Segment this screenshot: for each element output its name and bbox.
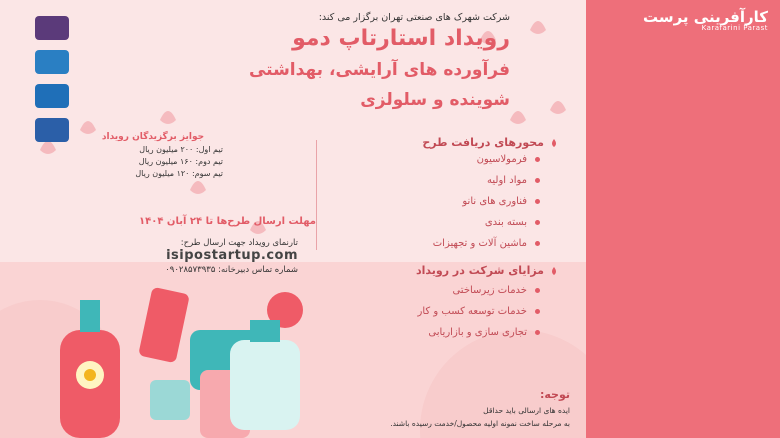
list-item-label: خدمات زیرساختی — [452, 285, 527, 296]
website-link[interactable]: isipostartup.com — [166, 248, 298, 263]
list-item-label: خدمات توسعه کسب و کار — [417, 306, 527, 317]
list-item-label: فناوری های نانو — [462, 196, 527, 207]
list-item-label: فرمولاسیون — [476, 154, 527, 165]
lotus-icon — [548, 138, 560, 148]
phone-number: شماره تماس دبیرخانه: ۰۹۰۲۸۵۷۳۹۳۵ — [165, 265, 298, 275]
prize-row: تیم دوم: ۱۶۰ میلیون ریال — [138, 157, 223, 166]
list-item — [330, 212, 540, 233]
event-subtitle-1: فرآورده های آرایشی، بهداشتی — [248, 60, 510, 80]
bullet-icon — [535, 330, 540, 335]
list-item — [330, 301, 540, 322]
bullet-icon — [535, 178, 540, 183]
prize-row: تیم سوم: ۱۲۰ میلیون ریال — [135, 169, 223, 178]
right-brand-panel — [586, 0, 780, 438]
list-item — [330, 191, 540, 212]
lotus-icon — [548, 266, 560, 276]
list-item — [330, 233, 540, 254]
list-item-label: ماشین آلات و تجهیزات — [432, 238, 527, 249]
list-item-label: بسته بندی — [484, 217, 527, 228]
list-item — [330, 170, 540, 191]
divider — [316, 140, 317, 250]
deadline-text: مهلت ارسال طرح‌ها تا ۲۴ آبان ۱۴۰۴ — [139, 216, 316, 227]
partner-logo — [35, 118, 69, 142]
event-subtitle-2: شوینده و سلولزی — [360, 90, 510, 110]
partner-logo — [35, 50, 69, 74]
bullet-icon — [535, 241, 540, 246]
bullet-icon — [535, 157, 540, 162]
themes-heading — [330, 136, 560, 149]
cosmetics-illustration — [50, 270, 320, 438]
benefits-heading-text: مزایای شرکت در رویداد — [415, 264, 544, 277]
benefits-list — [330, 280, 540, 343]
list-item — [330, 322, 540, 343]
bullet-icon — [535, 199, 540, 204]
bullet-icon — [535, 309, 540, 314]
brand-name: کارآفرینی پرست — [642, 8, 768, 26]
organizer-text: شرکت شهرک های صنعتی تهران برگزار می کند: — [318, 12, 510, 23]
prizes-heading: جوایز برگزیدگان رویداد — [101, 132, 205, 142]
bullet-icon — [535, 288, 540, 293]
prizes-box — [83, 132, 223, 212]
partner-logos — [30, 16, 74, 152]
website-label: تارنمای رویداد جهت ارسال طرح: — [180, 238, 298, 248]
partner-logo — [35, 84, 69, 108]
benefits-heading — [330, 264, 560, 277]
brand-logo — [628, 8, 768, 32]
list-item-label: مواد اولیه — [487, 175, 527, 186]
list-item-label: تجاری سازی و بازاریابی — [428, 327, 527, 338]
partner-logo — [35, 16, 69, 40]
themes-heading-text: محورهای دریافت طرح — [422, 136, 544, 149]
bullet-icon — [535, 220, 540, 225]
list-item — [330, 280, 540, 301]
prize-row: تیم اول: ۲۰۰ میلیون ریال — [139, 145, 223, 154]
brand-tagline: Karafarini Parast — [701, 24, 768, 32]
list-item — [330, 149, 540, 170]
note-line: ایده های ارسالی باید حداقل — [483, 406, 570, 415]
note-heading: توجه: — [539, 388, 570, 401]
event-title: رویداد استارتاپ دمو — [292, 26, 510, 51]
themes-list — [330, 149, 540, 254]
note-line: به مرحله ساخت نمونه اولیه محصول/خدمت رسیده باشند. — [390, 419, 570, 428]
